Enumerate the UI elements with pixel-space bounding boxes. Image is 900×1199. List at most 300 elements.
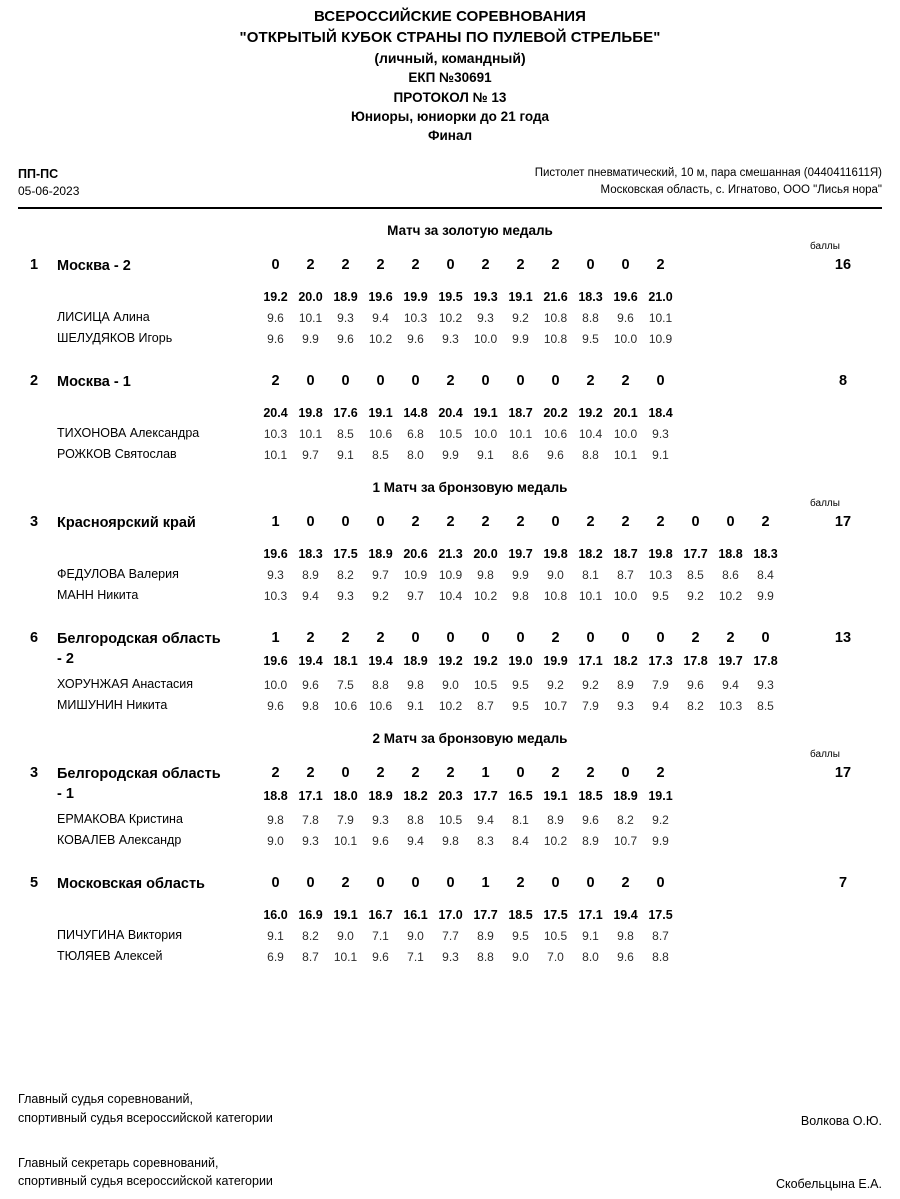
subtotal-cells — [258, 287, 678, 304]
score-cell: 10.2 — [438, 698, 463, 713]
score-cell: 9.9 — [512, 331, 529, 346]
point-cell: 1 — [481, 874, 490, 891]
score-cell: 10.3 — [648, 567, 673, 582]
score-cell: 10.5 — [438, 426, 463, 441]
athlete-score-cells — [258, 675, 783, 692]
header-divider — [18, 207, 882, 209]
ekp-number: ЕКП №30691 — [408, 70, 492, 86]
score-cell: 10.2 — [718, 588, 743, 603]
subtotal-cell: 20.4 — [263, 405, 288, 420]
subtotal-cell: 21.0 — [648, 289, 673, 304]
point-cell: 0 — [586, 256, 595, 273]
score-cell: 10.2 — [438, 310, 463, 325]
score-cell: 8.9 — [302, 567, 319, 582]
point-cell: 2 — [446, 513, 455, 530]
score-cell: 8.1 — [582, 567, 599, 582]
subtotal-cell: 16.1 — [403, 907, 428, 922]
point-cell: 2 — [271, 764, 280, 781]
score-cell: 9.6 — [687, 677, 704, 692]
subtotal-cell: 18.9 — [613, 788, 638, 803]
score-cell: 9.4 — [407, 833, 424, 848]
point-cell: 0 — [481, 372, 490, 389]
subtotal-cell: 17.1 — [298, 788, 323, 803]
subtotal-cell: 20.3 — [438, 788, 463, 803]
score-cell: 10.0 — [613, 426, 638, 441]
score-cell: 8.4 — [757, 567, 774, 582]
team-name: Белгородская область - 1 — [57, 765, 221, 803]
section-title: 2 Матч за бронзовую медаль — [372, 730, 568, 746]
score-cell: 9.2 — [372, 588, 389, 603]
score-cell: 9.6 — [302, 677, 319, 692]
score-cell: 9.3 — [442, 949, 459, 964]
athlete-name: ЕРМАКОВА Кристина — [57, 811, 183, 826]
score-cell: 8.7 — [477, 698, 494, 713]
score-cell: 9.6 — [407, 331, 424, 346]
score-cell: 8.8 — [652, 949, 669, 964]
athlete-score-cells — [258, 308, 678, 325]
subtotal-cell: 19.4 — [298, 653, 323, 668]
athlete-name: ШЕЛУДЯКОВ Игорь — [57, 330, 173, 345]
score-cell: 8.6 — [722, 567, 739, 582]
point-cell: 0 — [516, 372, 525, 389]
competition-subtitle: "ОТКРЫТЫЙ КУБОК СТРАНЫ ПО ПУЛЕВОЙ СТРЕЛЬБЕ" — [239, 29, 661, 47]
point-cell: 2 — [341, 629, 350, 646]
athlete-score-cells — [258, 926, 678, 943]
point-cell: 0 — [271, 874, 280, 891]
section-head — [18, 223, 882, 243]
signature-block — [18, 1154, 882, 1192]
point-cell: 0 — [306, 372, 315, 389]
score-cell: 7.1 — [407, 949, 424, 964]
score-cell: 9.5 — [582, 331, 599, 346]
team-rank: 5 — [29, 874, 39, 891]
subtotal-cell: 17.1 — [578, 653, 603, 668]
meta-row — [18, 165, 882, 205]
subtotal-cell: 18.0 — [333, 788, 358, 803]
score-cell: 9.4 — [722, 677, 739, 692]
score-cell: 9.5 — [512, 677, 529, 692]
score-cell: 9.3 — [337, 310, 354, 325]
point-cell: 2 — [446, 764, 455, 781]
athlete-score-cells — [258, 329, 678, 346]
signatory-role-line-2: спортивный судья всероссийской категории — [18, 1110, 273, 1125]
score-cell: 9.8 — [302, 698, 319, 713]
subtotal-cell: 19.9 — [403, 289, 428, 304]
point-cell: 0 — [656, 629, 665, 646]
score-cell: 9.5 — [652, 588, 669, 603]
score-cell: 9.8 — [407, 677, 424, 692]
event-venue: Московская область, с. Игнатово, ООО "Лисья нора" — [600, 184, 882, 197]
score-cell: 9.6 — [617, 310, 634, 325]
subtotal-row — [18, 905, 882, 926]
athlete-row — [18, 831, 882, 852]
point-cell: 2 — [341, 874, 350, 891]
points-cells — [258, 764, 678, 781]
subtotal-row — [18, 651, 882, 675]
subtotal-cell: 18.7 — [508, 405, 533, 420]
subtotal-cell: 17.5 — [333, 546, 358, 561]
subtotal-cell: 17.3 — [648, 653, 673, 668]
match-section — [18, 480, 882, 717]
point-cell: 2 — [691, 629, 700, 646]
score-cell: 9.4 — [477, 812, 494, 827]
subtotal-cell: 19.7 — [508, 546, 533, 561]
subtotal-cell: 21.6 — [543, 289, 568, 304]
point-cell: 2 — [481, 256, 490, 273]
subtotal-cell: 19.7 — [718, 653, 743, 668]
score-cell: 8.1 — [512, 812, 529, 827]
point-cell: 0 — [481, 629, 490, 646]
score-cell: 9.6 — [267, 310, 284, 325]
score-cell: 9.6 — [582, 812, 599, 827]
point-cell: 2 — [621, 874, 630, 891]
subtotal-cell: 16.0 — [263, 907, 288, 922]
point-cell: 2 — [306, 629, 315, 646]
team-block — [18, 874, 882, 968]
athlete-score-cells — [258, 565, 783, 582]
subtotal-cell: 18.2 — [578, 546, 603, 561]
score-cell: 9.2 — [547, 677, 564, 692]
section-title: Матч за золотую медаль — [387, 222, 553, 238]
point-cell: 0 — [271, 256, 280, 273]
team-block — [18, 764, 882, 852]
score-cell: 10.6 — [368, 698, 393, 713]
point-cell: 0 — [376, 874, 385, 891]
score-cell: 9.9 — [302, 331, 319, 346]
team-rank: 3 — [29, 513, 39, 530]
age-category: Юниоры, юниорки до 21 года — [350, 108, 550, 124]
score-cell: 9.0 — [267, 833, 284, 848]
score-cell: 9.6 — [617, 949, 634, 964]
point-cell: 2 — [411, 764, 420, 781]
point-cell: 2 — [411, 256, 420, 273]
score-cell: 10.3 — [403, 310, 428, 325]
score-cell: 9.6 — [372, 833, 389, 848]
score-cell: 9.2 — [582, 677, 599, 692]
section-head — [18, 731, 882, 751]
signatory-name: Волкова О.Ю. — [800, 1113, 882, 1128]
score-cell: 9.5 — [512, 928, 529, 943]
point-cell: 2 — [341, 256, 350, 273]
point-cell: 0 — [446, 256, 455, 273]
document-header — [18, 0, 882, 145]
competition-title: ВСЕРОССИЙСКИЕ СОРЕВНОВАНИЯ — [313, 8, 587, 25]
subtotal-cell: 17.0 — [438, 907, 463, 922]
score-cell: 8.8 — [407, 812, 424, 827]
subtotal-cells — [258, 403, 678, 420]
subtotal-cell: 19.0 — [508, 653, 533, 668]
team-total-points: 7 — [838, 874, 848, 891]
subtotal-cell: 19.6 — [368, 289, 393, 304]
subtotal-cell: 18.3 — [753, 546, 778, 561]
score-cell: 10.6 — [368, 426, 393, 441]
score-cell: 9.4 — [652, 698, 669, 713]
score-cell: 9.1 — [337, 447, 354, 462]
athlete-score-cells — [258, 696, 783, 713]
score-cell: 8.7 — [617, 567, 634, 582]
score-cell: 10.0 — [473, 331, 498, 346]
score-cell: 7.5 — [337, 677, 354, 692]
point-cell: 0 — [376, 513, 385, 530]
athlete-score-cells — [258, 947, 678, 964]
point-cell: 0 — [551, 874, 560, 891]
signature-block — [18, 1090, 882, 1128]
score-cell: 8.0 — [582, 949, 599, 964]
score-cell: 9.2 — [687, 588, 704, 603]
score-cell: 9.6 — [547, 447, 564, 462]
signatory-role — [18, 1090, 273, 1128]
subtotal-cell: 14.8 — [403, 405, 428, 420]
score-cell: 9.3 — [652, 426, 669, 441]
score-cell: 9.6 — [267, 698, 284, 713]
team-total-points: 17 — [834, 764, 852, 781]
score-cell: 9.1 — [477, 447, 494, 462]
score-cell: 8.9 — [617, 677, 634, 692]
signatures-footer — [18, 1064, 882, 1191]
subtotal-cell: 17.7 — [473, 907, 498, 922]
subtotal-cell: 18.7 — [613, 546, 638, 561]
signatory-name: Скобельцына Е.А. — [775, 1177, 882, 1191]
score-cell: 10.8 — [543, 588, 568, 603]
score-cell: 10.1 — [578, 588, 603, 603]
score-cell: 9.6 — [267, 331, 284, 346]
point-cell: 0 — [586, 874, 595, 891]
score-cell: 8.2 — [302, 928, 319, 943]
score-cell: 8.9 — [582, 833, 599, 848]
subtotal-cell: 19.4 — [613, 907, 638, 922]
score-cell: 9.3 — [617, 698, 634, 713]
point-cell: 0 — [691, 513, 700, 530]
score-cell: 10.5 — [473, 677, 498, 692]
point-cell: 0 — [726, 513, 735, 530]
team-total-points: 13 — [834, 629, 852, 646]
athlete-score-cells — [258, 831, 678, 848]
point-cell: 2 — [761, 513, 770, 530]
score-cell: 10.3 — [263, 426, 288, 441]
subtotal-cell: 17.5 — [543, 907, 568, 922]
score-cell: 9.3 — [267, 567, 284, 582]
score-cell: 10.0 — [263, 677, 288, 692]
score-cell: 10.4 — [578, 426, 603, 441]
score-cell: 9.3 — [337, 588, 354, 603]
score-cell: 10.5 — [543, 928, 568, 943]
score-cell: 8.2 — [337, 567, 354, 582]
points-column-header: баллы — [810, 748, 840, 760]
score-cell: 7.0 — [547, 949, 564, 964]
score-cell: 10.9 — [403, 567, 428, 582]
athlete-row — [18, 586, 882, 607]
point-cell: 0 — [306, 874, 315, 891]
subtotal-cell: 19.1 — [508, 289, 533, 304]
point-cell: 2 — [376, 256, 385, 273]
athlete-name: ХОРУНЖАЯ Анастасия — [57, 676, 194, 691]
athlete-row — [18, 308, 882, 329]
score-cell: 10.8 — [543, 331, 568, 346]
score-cell: 10.3 — [263, 588, 288, 603]
score-cell: 8.4 — [512, 833, 529, 848]
score-cell: 10.1 — [613, 447, 638, 462]
score-cell: 9.5 — [512, 698, 529, 713]
score-cell: 10.0 — [613, 588, 638, 603]
meta-left — [18, 165, 79, 201]
score-cell: 9.8 — [442, 833, 459, 848]
points-column-header: баллы — [810, 497, 840, 509]
subtotal-cell: 19.1 — [543, 788, 568, 803]
point-cell: 0 — [341, 513, 350, 530]
athlete-name: ФЕДУЛОВА Валерия — [57, 566, 179, 581]
event-date: 05-06-2023 — [18, 184, 80, 199]
signatures-container — [18, 1090, 882, 1191]
subtotal-cells — [258, 786, 678, 803]
score-cell: 8.9 — [477, 928, 494, 943]
subtotal-cell: 19.1 — [333, 907, 358, 922]
point-cell: 2 — [726, 629, 735, 646]
point-cell: 0 — [621, 629, 630, 646]
score-cell: 9.3 — [477, 310, 494, 325]
team-total-points: 8 — [838, 372, 848, 389]
point-cell: 0 — [446, 629, 455, 646]
point-cell: 1 — [481, 764, 490, 781]
point-cell: 0 — [341, 372, 350, 389]
section-head — [18, 480, 882, 500]
points-column-header: баллы — [810, 240, 840, 252]
score-cell: 9.7 — [372, 567, 389, 582]
subtotal-cell: 20.0 — [298, 289, 323, 304]
score-cell: 9.9 — [652, 833, 669, 848]
point-cell: 2 — [376, 764, 385, 781]
team-rank: 6 — [29, 629, 39, 646]
score-cell: 9.8 — [267, 812, 284, 827]
signatory-role-line-1: Главный секретарь соревнований, — [18, 1155, 219, 1170]
score-cell: 9.8 — [617, 928, 634, 943]
subtotal-cell: 19.1 — [648, 788, 673, 803]
team-name: Красноярский край — [57, 514, 196, 531]
point-cell: 2 — [551, 764, 560, 781]
subtotal-cell: 19.2 — [473, 653, 498, 668]
protocol-number: ПРОТОКОЛ № 13 — [393, 89, 507, 105]
subtotal-row — [18, 544, 882, 565]
signatory-role-line-2: спортивный судья всероссийской категории — [18, 1174, 273, 1189]
subtotal-cells — [258, 544, 783, 561]
athlete-name: ТИХОНОВА Александра — [57, 425, 200, 440]
score-cell: 8.5 — [687, 567, 704, 582]
point-cell: 0 — [586, 629, 595, 646]
score-cell: 9.9 — [512, 567, 529, 582]
score-cell: 9.8 — [477, 567, 494, 582]
point-cell: 2 — [516, 256, 525, 273]
score-cell: 8.5 — [337, 426, 354, 441]
score-cell: 9.0 — [547, 567, 564, 582]
subtotal-cell: 19.6 — [613, 289, 638, 304]
team-block — [18, 513, 882, 607]
score-cell: 10.0 — [473, 426, 498, 441]
point-cell: 0 — [516, 629, 525, 646]
subtotal-cell: 18.9 — [368, 546, 393, 561]
point-cell: 2 — [656, 513, 665, 530]
point-cell: 0 — [656, 874, 665, 891]
subtotal-cell: 20.1 — [613, 405, 638, 420]
score-cell: 8.8 — [372, 677, 389, 692]
team-name: Московская область — [57, 875, 205, 892]
competition-type: (личный, командный) — [374, 49, 526, 66]
subtotal-cell: 19.6 — [263, 546, 288, 561]
subtotal-cell: 16.5 — [508, 788, 533, 803]
score-cell: 10.1 — [648, 310, 673, 325]
team-name: Москва - 2 — [57, 257, 131, 274]
section-title: 1 Матч за бронзовую медаль — [372, 479, 568, 495]
subtotal-cell: 18.2 — [403, 788, 428, 803]
athlete-score-cells — [258, 424, 678, 441]
score-cell: 9.4 — [302, 588, 319, 603]
stage-label: Финал — [427, 127, 473, 143]
score-cell: 8.5 — [757, 698, 774, 713]
point-cell: 1 — [271, 513, 280, 530]
team-total-points: 17 — [834, 513, 852, 530]
athlete-row — [18, 810, 882, 831]
subtotal-cell: 19.1 — [473, 405, 498, 420]
team-row — [18, 256, 882, 279]
subtotal-cell: 19.2 — [578, 405, 603, 420]
subtotal-cells — [258, 905, 678, 922]
score-cell: 8.8 — [582, 447, 599, 462]
score-cell: 7.8 — [302, 812, 319, 827]
score-cell: 9.7 — [407, 588, 424, 603]
score-cell: 10.9 — [648, 331, 673, 346]
subtotal-cell: 20.4 — [438, 405, 463, 420]
point-cell: 2 — [586, 372, 595, 389]
subtotal-cell: 18.9 — [368, 788, 393, 803]
score-cell: 9.1 — [267, 928, 284, 943]
subtotal-cell: 19.2 — [438, 653, 463, 668]
subtotal-row — [18, 786, 882, 810]
team-rank: 3 — [29, 764, 39, 781]
points-cells — [258, 629, 783, 646]
points-cells — [258, 372, 678, 389]
subtotal-cell: 17.7 — [683, 546, 708, 561]
subtotal-cell: 17.6 — [333, 405, 358, 420]
points-cells — [258, 513, 783, 530]
subtotal-cell: 19.8 — [648, 546, 673, 561]
score-cell: 8.8 — [582, 310, 599, 325]
point-cell: 0 — [621, 764, 630, 781]
subtotal-cell: 17.5 — [648, 907, 673, 922]
team-row — [18, 874, 882, 897]
point-cell: 0 — [411, 629, 420, 646]
subtotal-cell: 20.2 — [543, 405, 568, 420]
subtotal-cell: 20.0 — [473, 546, 498, 561]
meta-right — [535, 165, 882, 200]
score-cell: 9.8 — [512, 588, 529, 603]
score-cell: 10.3 — [718, 698, 743, 713]
athlete-score-cells — [258, 810, 678, 827]
athlete-row — [18, 696, 882, 717]
score-cell: 9.4 — [372, 310, 389, 325]
athlete-name: КОВАЛЕВ Александр — [57, 832, 182, 847]
point-cell: 0 — [551, 513, 560, 530]
score-cell: 8.2 — [687, 698, 704, 713]
subtotal-cell: 19.8 — [543, 546, 568, 561]
subtotal-cell: 19.5 — [438, 289, 463, 304]
point-cell: 0 — [761, 629, 770, 646]
score-cell: 8.0 — [407, 447, 424, 462]
subtotal-cell: 19.8 — [298, 405, 323, 420]
subtotal-cell: 18.3 — [578, 289, 603, 304]
subtotal-cell: 17.1 — [578, 907, 603, 922]
score-cell: 10.5 — [438, 812, 463, 827]
point-cell: 1 — [271, 629, 280, 646]
points-cells — [258, 874, 678, 891]
subtotal-cell: 18.5 — [508, 907, 533, 922]
